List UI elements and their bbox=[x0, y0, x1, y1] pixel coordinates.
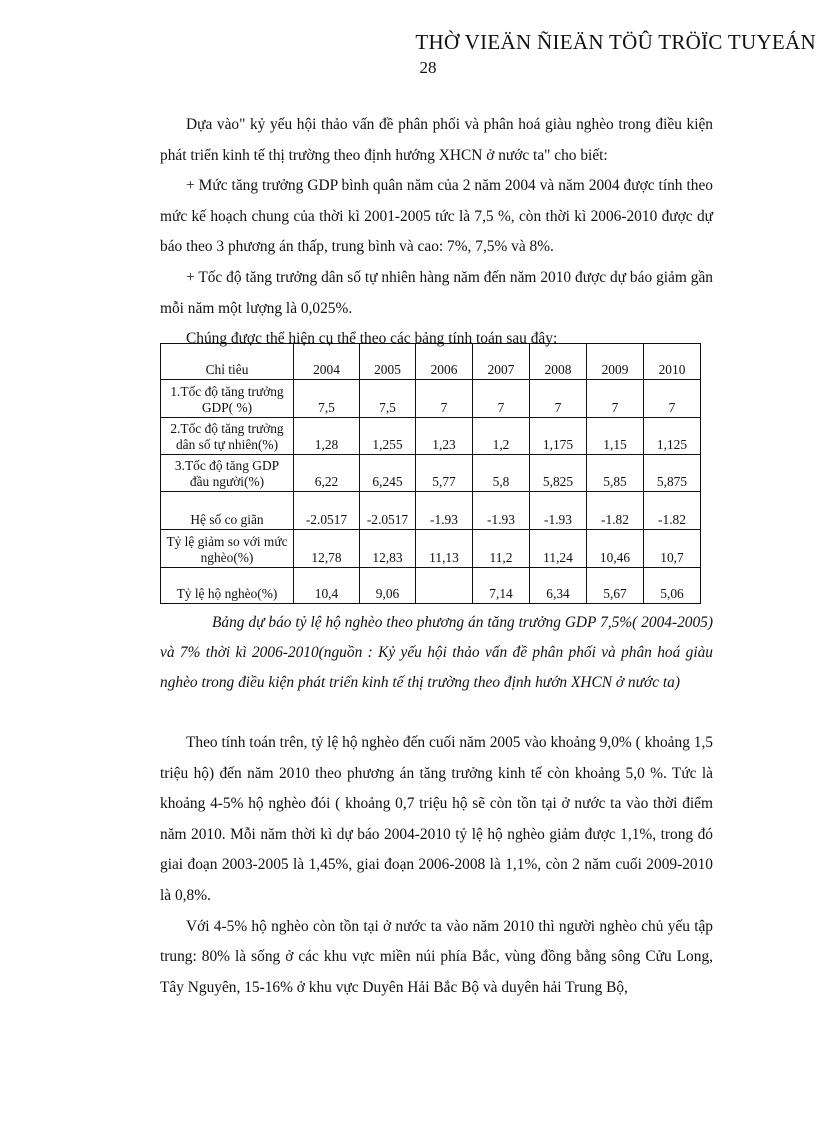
table-header-row bbox=[161, 344, 701, 380]
table-header-cell: 2010 bbox=[644, 344, 701, 380]
table-cell: 1,255 bbox=[360, 418, 416, 455]
table-cell: 11,24 bbox=[530, 530, 587, 568]
table-cell: 6,34 bbox=[530, 568, 587, 604]
table-cell: 5,875 bbox=[644, 455, 701, 492]
table-row bbox=[161, 380, 701, 418]
table-cell: 5,825 bbox=[530, 455, 587, 492]
table-row bbox=[161, 418, 701, 455]
table-cell: -1.82 bbox=[587, 492, 644, 530]
table-header-cell: 2008 bbox=[530, 344, 587, 380]
table-header-cell: Chỉ tiêu bbox=[161, 344, 294, 380]
table-cell: 10,46 bbox=[587, 530, 644, 568]
table-cell: -1.93 bbox=[473, 492, 530, 530]
table-row-label: Hệ số co giãn bbox=[161, 492, 294, 530]
table-cell: 7 bbox=[644, 380, 701, 418]
table-cell: -1.93 bbox=[530, 492, 587, 530]
table-cell: 7,14 bbox=[473, 568, 530, 604]
forecast-table-wrap bbox=[160, 343, 701, 604]
table-cell: -2.0517 bbox=[294, 492, 360, 530]
table-cell: 1,28 bbox=[294, 418, 360, 455]
table-cell: 10,4 bbox=[294, 568, 360, 604]
table-cell: 5,77 bbox=[416, 455, 473, 492]
intro-paragraph-4: Chúng được thể hiện cụ thể theo các bảng tính toán sau đây: bbox=[186, 330, 558, 348]
table-cell: 7,5 bbox=[360, 380, 416, 418]
page-header-title: THỜ VIEÄN ÑIEÄN TÖÛ TRÖÏC TUYEÁN bbox=[415, 30, 816, 54]
table-cell: 5,8 bbox=[473, 455, 530, 492]
table-header-cell: 2009 bbox=[587, 344, 644, 380]
table-cell: 1,15 bbox=[587, 418, 644, 455]
table-cell: 10,7 bbox=[644, 530, 701, 568]
table-row bbox=[161, 455, 701, 492]
table-row-label: 1.Tốc độ tăng trưởng GDP( %) bbox=[161, 380, 294, 418]
table-row bbox=[161, 530, 701, 568]
table-cell: 11,2 bbox=[473, 530, 530, 568]
table-cell: 7 bbox=[587, 380, 644, 418]
table-cell: 9,06 bbox=[360, 568, 416, 604]
table-row bbox=[161, 492, 701, 530]
table-cell: 1,2 bbox=[473, 418, 530, 455]
table-caption: Bảng dự báo tỷ lệ hộ nghèo theo phương án tăng trưởng GDP 7,5%( 2004-2005) và 7% thời kì 2006-2010(nguồn : Kỷ yếu hội thảo vấn đề phân phối và phân hoá giàu nghèo trong điều kiện phát triển kinh tế thị trường theo định hướn XHCN ở nước ta) bbox=[160, 614, 713, 691]
table-row-label: 2.Tốc độ tăng trưởng dân số tự nhiên(%) bbox=[161, 418, 294, 455]
table-header-cell: 2006 bbox=[416, 344, 473, 380]
page-number: 28 bbox=[419, 58, 437, 77]
table-cell: -1.82 bbox=[644, 492, 701, 530]
table-cell: 11,13 bbox=[416, 530, 473, 568]
analysis-section bbox=[160, 728, 713, 1003]
table-cell: 7 bbox=[416, 380, 473, 418]
table-row bbox=[161, 568, 701, 604]
table-cell: 1,175 bbox=[530, 418, 587, 455]
table-row-label: Tỷ lệ giảm so với mức nghèo(%) bbox=[161, 530, 294, 568]
intro-section bbox=[160, 110, 713, 355]
table-cell bbox=[416, 568, 473, 604]
table-cell: 5,85 bbox=[587, 455, 644, 492]
table-cell: 7 bbox=[473, 380, 530, 418]
table-cell: 7,5 bbox=[294, 380, 360, 418]
table-cell: 12,78 bbox=[294, 530, 360, 568]
table-cell: 5,67 bbox=[587, 568, 644, 604]
analysis-paragraph-1: Theo tính toán trên, tỷ lệ hộ nghèo đến cuối năm 2005 vào khoảng 9,0% ( khoảng 1,5 triệu hộ) đến năm 2010 theo phương án tăng trưởng kinh tế còn khoảng 5,0 %. Tức là khoảng 4-5% hộ nghèo đói ( khoảng 0,7 triệu hộ sẽ còn tồn tại ở nước ta vào thời điểm năm 2010. Mỗi năm thời kì dự báo 2004-2010 tỷ lệ hộ nghèo giảm được 1,1%, trong đó giai đoạn 2003-2005 là 1,45%, giai đoạn 2006-2008 là 1,1%, còn 2 năm cuối 2009-2010 là 0,8%. bbox=[160, 734, 713, 904]
table-cell: 1,125 bbox=[644, 418, 701, 455]
analysis-paragraph-2: Với 4-5% hộ nghèo còn tồn tại ở nước ta vào năm 2010 thì người nghèo chủ yếu tập trung: 80% là sống ở các khu vực miền núi phía Bắc, vùng đồng bằng sông Cửu Long, Tây Nguyên, 15-16% ở khu vực Duyên Hải Bắc Bộ và duyên hải Trung Bộ, bbox=[160, 917, 713, 996]
table-cell: 1,23 bbox=[416, 418, 473, 455]
table-row-label: 3.Tốc độ tăng GDP đầu người(%) bbox=[161, 455, 294, 492]
table-cell: 5,06 bbox=[644, 568, 701, 604]
table-cell: 6,22 bbox=[294, 455, 360, 492]
table-header-cell: 2004 bbox=[294, 344, 360, 380]
table-cell: -1.93 bbox=[416, 492, 473, 530]
table-cell: 7 bbox=[530, 380, 587, 418]
table-row-label: Tỷ lệ hộ nghèo(%) bbox=[161, 568, 294, 604]
table-cell: 6,245 bbox=[360, 455, 416, 492]
intro-paragraph-1: Dựa vào" kỷ yếu hội thảo vấn đề phân phối và phân hoá giàu nghèo trong điều kiện phát triển kinh tế thị trường theo định hướng XHCN ở nước ta" cho biết: bbox=[160, 116, 713, 164]
intro-paragraph-3: + Tốc độ tăng trưởng dân số tự nhiên hàng năm đến năm 2010 được dự báo giảm gần mỗi năm một lượng là 0,025%. bbox=[160, 268, 713, 317]
table-cell: -2.0517 bbox=[360, 492, 416, 530]
table-header-cell: 2005 bbox=[360, 344, 416, 380]
table-header-cell: 2007 bbox=[473, 344, 530, 380]
forecast-table bbox=[160, 343, 701, 604]
table-cell: 12,83 bbox=[360, 530, 416, 568]
intro-paragraph-2: + Mức tăng trưởng GDP bình quân năm của 2 năm 2004 và năm 2004 được tính theo mức kế hoạch chung của thời kì 2001-2005 tức là 7,5 %, còn thời kì 2006-2010 được dự báo theo 3 phương án thấp, trung bình và cao: 7%, 7,5% và 8%. bbox=[160, 177, 713, 256]
